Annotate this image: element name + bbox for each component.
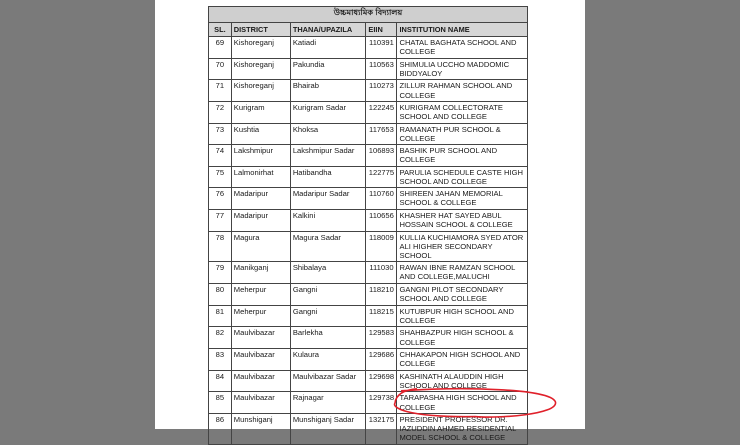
institution-name-cell: KUTUBPUR HIGH SCHOOL AND COLLEGE: [397, 305, 528, 327]
eiin-cell: 110273: [366, 80, 397, 102]
thana-cell: Maulvibazar Sadar: [290, 370, 366, 392]
table-row: [209, 166, 528, 188]
institution-name-cell: CHATAL BAGHATA SCHOOL AND COLLEGE: [397, 37, 528, 59]
thana-cell: Kalkini: [290, 209, 366, 231]
eiin-cell: 129738: [366, 392, 397, 414]
district-cell: Kishoreganj: [231, 37, 290, 59]
eiin-cell: 118009: [366, 231, 397, 262]
table-row: [209, 123, 528, 144]
table-row: [209, 327, 528, 349]
institution-name-cell: GANGNI PILOT SECONDARY SCHOOL AND COLLEGE: [397, 283, 528, 305]
sl-cell: 75: [209, 166, 232, 188]
district-cell: Kushtia: [231, 123, 290, 144]
sl-cell: 86: [209, 414, 232, 445]
thana-cell: Katiadi: [290, 37, 366, 59]
institution-name-cell: SHAHBAZPUR HIGH SCHOOL & COLLEGE: [397, 327, 528, 349]
eiin-cell: 110760: [366, 188, 397, 210]
sl-cell: 79: [209, 262, 232, 284]
header-institution-name: INSTITUTION NAME: [397, 23, 528, 37]
eiin-cell: 122775: [366, 166, 397, 188]
eiin-cell: 129583: [366, 327, 397, 349]
eiin-cell: 129698: [366, 370, 397, 392]
table-row: [209, 37, 528, 59]
thana-cell: Munshiganj Sadar: [290, 414, 366, 445]
header-district: DISTRICT: [231, 23, 290, 37]
thana-cell: Pakundia: [290, 58, 366, 80]
thana-cell: Lakshmipur Sadar: [290, 145, 366, 166]
institution-name-cell: RAWAN IBNE RAMZAN SCHOOL AND COLLEGE,MALUCHI: [397, 262, 528, 284]
table-row: [209, 348, 528, 370]
table-row: [209, 262, 528, 284]
district-cell: Manikganj: [231, 262, 290, 284]
thana-cell: Gangni: [290, 283, 366, 305]
institution-name-cell: SHIMULIA UCCHO MADDOMIC BIDDYALOY: [397, 58, 528, 80]
sl-cell: 84: [209, 370, 232, 392]
thana-cell: Barlekha: [290, 327, 366, 349]
district-cell: Madaripur: [231, 188, 290, 210]
sl-cell: 74: [209, 145, 232, 166]
thana-cell: Bhairab: [290, 80, 366, 102]
eiin-cell: 122245: [366, 102, 397, 124]
sl-cell: 77: [209, 209, 232, 231]
thana-cell: Kurigram Sadar: [290, 102, 366, 124]
district-cell: Meherpur: [231, 283, 290, 305]
table-row: [209, 58, 528, 80]
institution-name-cell: PRESIDENT PROFESSOR DR. IAZUDDIN AHMED RESIDENTIAL MODEL SCHOOL & COLLEGE: [397, 414, 528, 445]
eiin-cell: 110563: [366, 58, 397, 80]
thana-cell: Gangni: [290, 305, 366, 327]
table-header-row: [209, 23, 528, 37]
thana-cell: Magura Sadar: [290, 231, 366, 262]
district-cell: Maulvibazar: [231, 327, 290, 349]
sl-cell: 76: [209, 188, 232, 210]
header-sl: SL.: [209, 23, 232, 37]
district-cell: Madaripur: [231, 209, 290, 231]
sl-cell: 72: [209, 102, 232, 124]
table-row: [209, 145, 528, 166]
district-cell: Magura: [231, 231, 290, 262]
table-row: [209, 392, 528, 414]
eiin-cell: 118215: [366, 305, 397, 327]
district-cell: Maulvibazar: [231, 392, 290, 414]
district-cell: Munshiganj: [231, 414, 290, 445]
table-row: [209, 80, 528, 102]
district-cell: Maulvibazar: [231, 348, 290, 370]
institution-name-cell: BASHIK PUR SCHOOL AND COLLEGE: [397, 145, 528, 166]
table-row: [209, 370, 528, 392]
sl-cell: 85: [209, 392, 232, 414]
document-page: [155, 0, 585, 443]
table-row: [209, 414, 528, 445]
institution-table: [208, 6, 528, 445]
institution-name-cell: PARULIA SCHEDULE CASTE HIGH SCHOOL AND COLLEGE: [397, 166, 528, 188]
district-cell: Maulvibazar: [231, 370, 290, 392]
eiin-cell: 111030: [366, 262, 397, 284]
institution-name-cell: SHIREEN JAHAN MEMORIAL SCHOOL & COLLEGE: [397, 188, 528, 210]
institution-name-cell: KHASHER HAT SAYED ABUL HOSSAIN SCHOOL & COLLEGE: [397, 209, 528, 231]
eiin-cell: 106893: [366, 145, 397, 166]
district-cell: Kishoreganj: [231, 80, 290, 102]
district-cell: Meherpur: [231, 305, 290, 327]
thana-cell: Khoksa: [290, 123, 366, 144]
thana-cell: Kulaura: [290, 348, 366, 370]
table-row: [209, 188, 528, 210]
institution-name-cell: RAMANATH PUR SCHOOL & COLLEGE: [397, 123, 528, 144]
sl-cell: 73: [209, 123, 232, 144]
table-row: [209, 305, 528, 327]
institution-name-cell: ZILLUR RAHMAN SCHOOL AND COLLEGE: [397, 80, 528, 102]
institution-name-cell: KULLIA KUCHIAMORA SYED ATOR ALI HIGHER SECONDARY SCHOOL: [397, 231, 528, 262]
district-cell: Kishoreganj: [231, 58, 290, 80]
sl-cell: 71: [209, 80, 232, 102]
eiin-cell: 110391: [366, 37, 397, 59]
thana-cell: Rajnagar: [290, 392, 366, 414]
institution-name-cell: TARAPASHA HIGH SCHOOL AND COLLEGE: [397, 392, 528, 414]
sl-cell: 70: [209, 58, 232, 80]
eiin-cell: 118210: [366, 283, 397, 305]
table-row: [209, 231, 528, 262]
sl-cell: 78: [209, 231, 232, 262]
table-row: [209, 209, 528, 231]
sl-cell: 80: [209, 283, 232, 305]
sl-cell: 69: [209, 37, 232, 59]
header-eiin: EIIN: [366, 23, 397, 37]
district-cell: Lakshmipur: [231, 145, 290, 166]
table-title: উচ্চমাধ্যমিক বিদ্যালয়: [209, 7, 528, 23]
sl-cell: 83: [209, 348, 232, 370]
eiin-cell: 132175: [366, 414, 397, 445]
table-row: [209, 283, 528, 305]
thana-cell: Hatibandha: [290, 166, 366, 188]
sl-cell: 81: [209, 305, 232, 327]
district-cell: Kurigram: [231, 102, 290, 124]
sl-cell: 82: [209, 327, 232, 349]
institution-name-cell: CHHAKAPON HIGH SCHOOL AND COLLEGE: [397, 348, 528, 370]
header-thana: THANA/UPAZILA: [290, 23, 366, 37]
institution-name-cell: KURIGRAM COLLECTORATE SCHOOL AND COLLEGE: [397, 102, 528, 124]
institution-name-cell: KASHINATH ALAUDDIN HIGH SCHOOL AND COLLEGE: [397, 370, 528, 392]
thana-cell: Shibalaya: [290, 262, 366, 284]
table-row: [209, 102, 528, 124]
eiin-cell: 110656: [366, 209, 397, 231]
eiin-cell: 129686: [366, 348, 397, 370]
eiin-cell: 117653: [366, 123, 397, 144]
district-cell: Lalmonirhat: [231, 166, 290, 188]
thana-cell: Madaripur Sadar: [290, 188, 366, 210]
